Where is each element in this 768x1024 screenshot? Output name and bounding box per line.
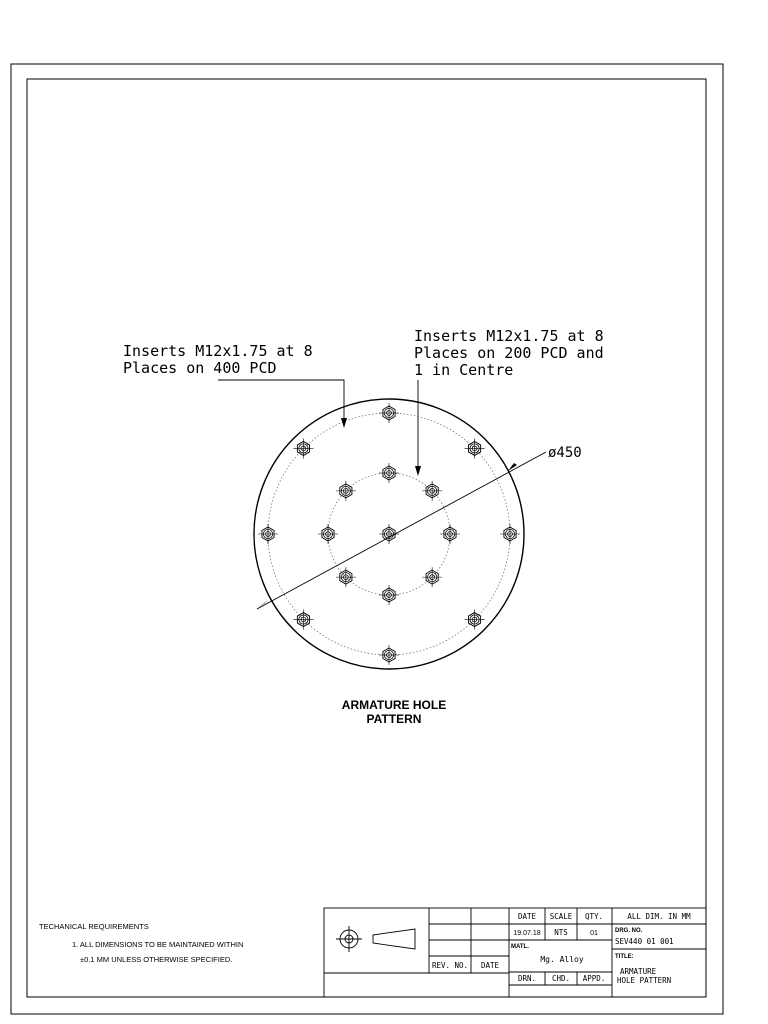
inner-insert-callout: [414, 327, 604, 379]
scale-header: SCALE: [549, 912, 573, 921]
diameter-label: ø450: [548, 445, 582, 461]
diameter-line: [257, 452, 546, 609]
inner-insert-hole: [336, 567, 356, 587]
requirements-heading: TECHANICAL REQUIREMENTS: [39, 922, 149, 931]
requirements-line-2: ±0.1 MM UNLESS OTHERWISE SPECIFIED.: [80, 955, 233, 964]
outer-insert-hole: [500, 524, 520, 544]
outer-callout-line-2: Places on 400 PCD: [123, 359, 277, 377]
projection-symbol-icon: [336, 926, 415, 952]
inner-border: [27, 79, 706, 997]
caption-line-1: ARMATURE HOLE: [341, 698, 447, 712]
scale-value: NTS: [554, 928, 568, 937]
inner-insert-hole: [379, 463, 399, 483]
drg-no-label: DRG. NO.: [615, 928, 643, 934]
date-header: DATE: [517, 912, 537, 921]
technical-requirements: [39, 922, 243, 964]
drn-label: DRN.: [517, 974, 537, 983]
inner-insert-hole: [379, 585, 399, 605]
outer-insert-hole: [465, 438, 485, 458]
title-value-line-1: ARMATURE: [620, 967, 657, 976]
matl-label: MATL.: [511, 944, 529, 950]
outer-insert-hole: [465, 610, 485, 630]
requirements-line-1: 1. ALL DIMENSIONS TO BE MAINTAINED WITHIN: [72, 940, 244, 949]
outer-border: [11, 64, 723, 1014]
date-value: 19.07.18: [513, 930, 541, 937]
outer-insert-callout: [123, 342, 313, 377]
inner-insert-hole: [318, 524, 338, 544]
outer-callout-leader: [218, 380, 344, 425]
inner-callout-line-3: 1 in Centre: [414, 361, 514, 379]
outer-insert-hole: [293, 610, 313, 630]
inner-callout-arrow: [415, 466, 421, 476]
rev-date-label: DATE: [480, 961, 500, 970]
outer-insert-hole: [293, 438, 313, 458]
inner-insert-hole: [336, 481, 356, 501]
outer-callout-line-1: Inserts M12x1.75 at 8: [123, 342, 313, 360]
title-label: TITLE:: [615, 954, 634, 960]
outer-insert-hole: [379, 645, 399, 665]
rev-no-label: REV. NO.: [431, 961, 469, 970]
all-dim-note: ALL DIM. IN MM: [627, 912, 691, 921]
inner-callout-line-2: Places on 200 PCD and: [414, 344, 604, 362]
inner-callout-line-1: Inserts M12x1.75 at 8: [414, 327, 604, 345]
outer-callout-arrow: [341, 418, 347, 428]
qty-header: QTY.: [584, 912, 604, 921]
appd-label: APPD.: [582, 974, 606, 983]
matl-value: Mg. Alloy: [540, 955, 584, 964]
outer-insert-hole: [258, 524, 278, 544]
insert-holes: [258, 403, 520, 665]
caption-line-2: PATTERN: [366, 712, 422, 726]
drawing-caption: [342, 698, 446, 726]
chd-label: CHD.: [551, 974, 571, 983]
title-value-line-2: HOLE PATTERN: [617, 976, 672, 985]
inner-insert-hole: [422, 481, 442, 501]
armature-plate: [254, 399, 524, 669]
qty-value: 01: [590, 930, 598, 937]
outer-insert-hole: [379, 403, 399, 423]
inner-insert-hole: [440, 524, 460, 544]
drg-no-value: SEV440 01 001: [615, 937, 674, 946]
inner-insert-hole: [422, 567, 442, 587]
diameter-arrow-lower: [257, 600, 268, 609]
